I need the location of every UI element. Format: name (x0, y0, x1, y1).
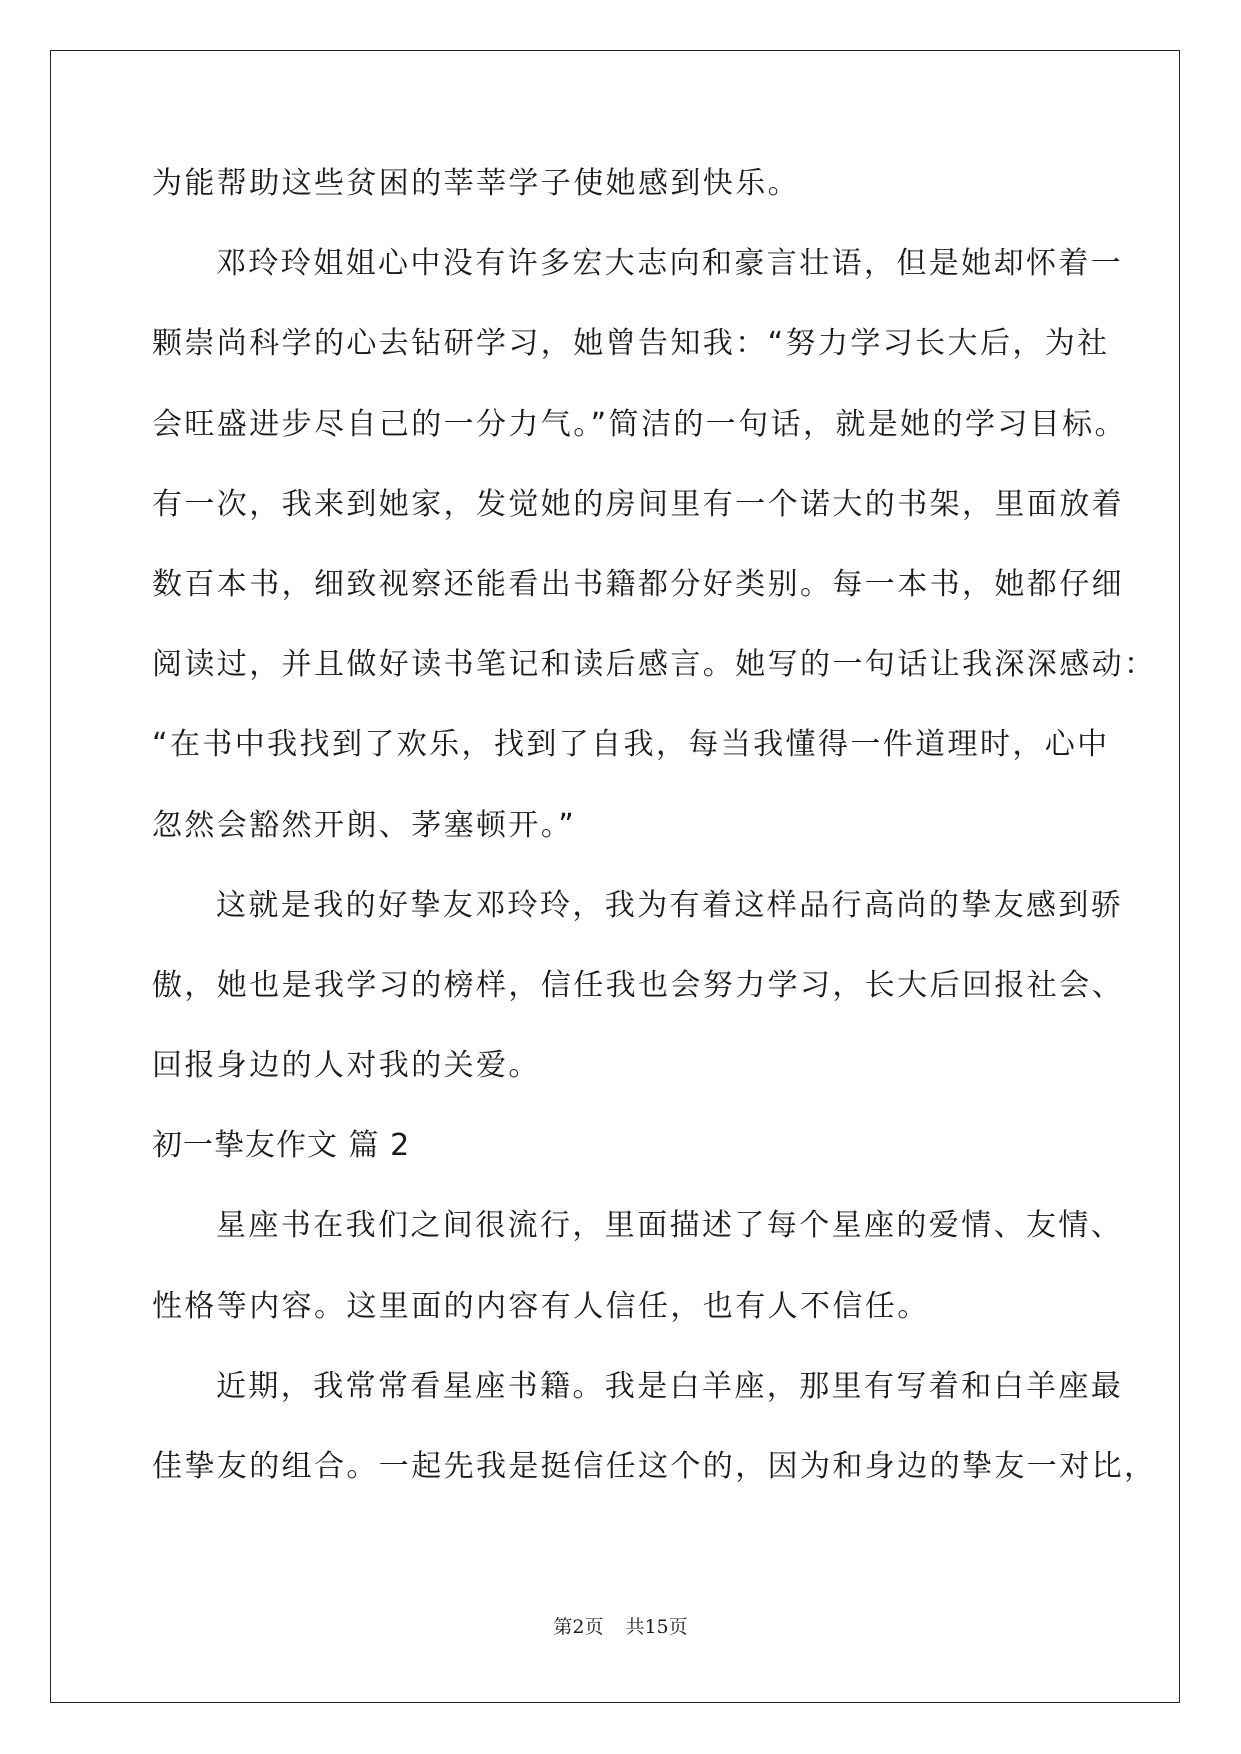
paragraph-line: 阅读过，并且做好读书笔记和读后感言。她写的一句话让我深深感动： (152, 647, 1157, 683)
paragraph-line: 颗崇尚科学的心去钻研学习，她曾告知我：“努力学习长大后，为社 (152, 326, 1110, 362)
page-number-total: 共15页 (625, 1616, 688, 1638)
page-footer (0, 1612, 1241, 1639)
paragraph-line: 近期，我常常看星座书籍。我是白羊座，那里有写着和白羊座最 (216, 1368, 1124, 1404)
paragraph-line: 数百本书，细致视察还能看出书籍都分好类别。每一本书，她都仔细 (152, 566, 1124, 602)
page-number-current: 第2页 (553, 1616, 604, 1638)
paragraph-line: 这就是我的好挚友邓玲玲，我为有着这样品行高尚的挚友感到骄 (216, 887, 1124, 923)
paragraph-line: 有一次，我来到她家，发觉她的房间里有一个诺大的书架，里面放着 (152, 486, 1124, 522)
paragraph-line: 邓玲玲姐姐心中没有许多宏大志向和豪言壮语，但是她却怀着一 (216, 246, 1124, 282)
paragraph-line: 性格等内容。这里面的内容有人信任，也有人不信任。 (152, 1288, 930, 1324)
paragraph-line: 佳挚友的组合。一起先我是挺信任这个的，因为和身边的挚友一对比， (152, 1449, 1157, 1484)
document-body (152, 166, 1157, 1529)
section-heading: 初一挚友作文 篇 2 (152, 1128, 411, 1164)
paragraph-line: 会旺盛进步尽自己的一分力气。”简洁的一句话，就是她的学习目标。 (152, 406, 1127, 442)
paragraph-line: “在书中我找到了欢乐，找到了自我，每当我懂得一件道理时，心中 (152, 727, 1110, 763)
paragraph-line: 回报身边的人对我的关爱。 (152, 1048, 541, 1084)
paragraph-line: 傲，她也是我学习的榜样，信任我也会努力学习，长大后回报社会、 (152, 967, 1124, 1003)
paragraph-line: 星座书在我们之间很流行，里面描述了每个星座的爱情、友情、 (216, 1208, 1124, 1244)
paragraph-line: 忽然会豁然开朗、茅塞顿开。” (152, 807, 577, 843)
paragraph-line: 为能帮助这些贫困的莘莘学子使她感到快乐。 (152, 166, 800, 201)
